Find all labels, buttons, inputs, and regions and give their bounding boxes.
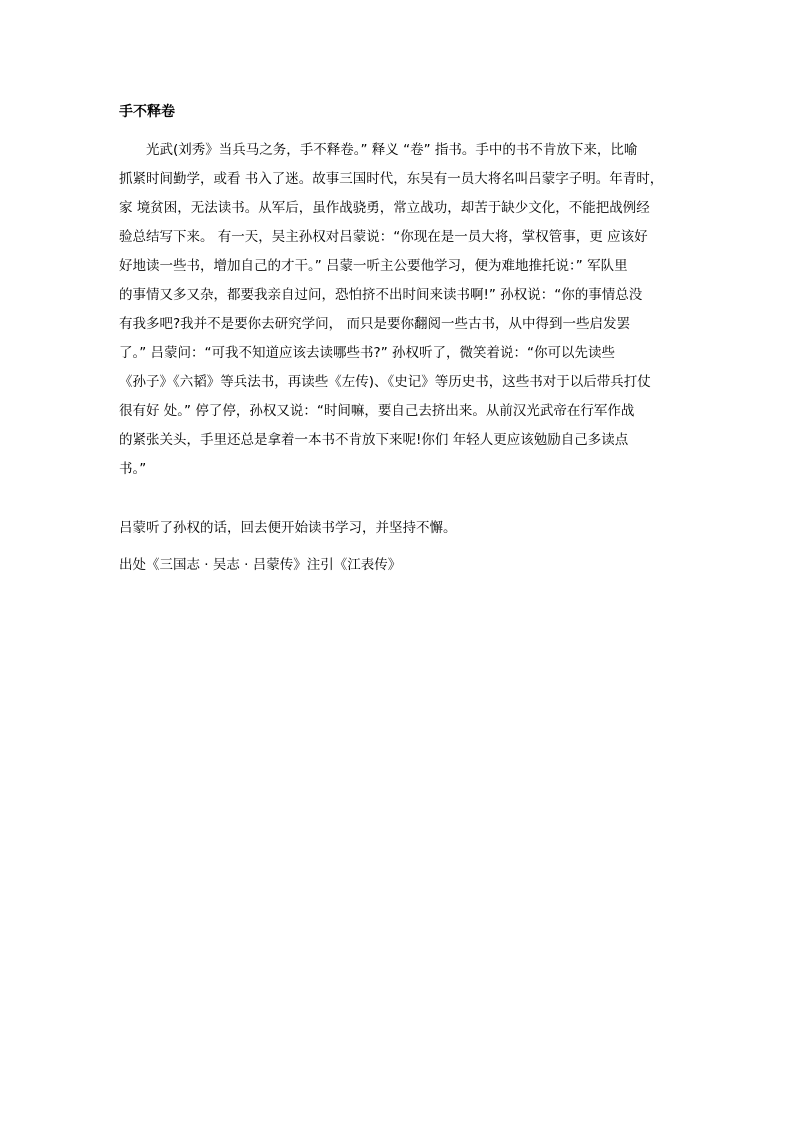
paragraph-line: 好地读一些书，增加自己的才干。” 吕蒙一听主公要他学习，便为难地推托说：” 军队里 bbox=[119, 258, 628, 274]
paragraph-line: 的事情又多又杂，都要我亲自过问，恐怕挤不出时间来读书啊!” 孙权说：“你的事情总没 bbox=[119, 287, 643, 303]
paragraph-line: 光武(刘秀》当兵马之务，手不释卷。” 释义 “卷” 指书。手中的书不肯放下来，比喻 bbox=[146, 142, 638, 158]
conclusion-text: 吕蒙听了孙权的话，回去便开始读书学习，并坚持不懈。 bbox=[119, 520, 457, 536]
paragraph-line: 的紧张关头，手里还总是拿着一本书不肯放下来呢!你们 年轻人更应该勉励自己多读点 bbox=[119, 432, 629, 448]
paragraph-line: 了。” 吕蒙问：“可我不知道应该去读哪些书?” 孙权听了，微笑着说：“你可以先读些 bbox=[119, 345, 615, 361]
paragraph-line: 有我多吧?我并不是要你去研究学问， 而只是要你翻阅一些古书，从中得到一些启发罢 bbox=[119, 316, 630, 332]
paragraph-line: 验总结写下来。 有一天，吴主孙权对吕蒙说：“你现在是一员大将，掌权管事，更 应该好 bbox=[119, 229, 648, 245]
paragraph-line: 《孙子》《六韬》等兵法书，再读些《左传)、《史记》等历史书，这些书对于以后带兵打仗 bbox=[119, 374, 651, 390]
paragraph-line: 抓紧时间勤学，或看 书入了迷。故事三国时代，东吴有一员大将名叫吕蒙字子明。年青时， bbox=[119, 171, 664, 187]
paragraph-line: 书。” bbox=[119, 461, 147, 477]
paragraph-line: 很有好 处。” 停了停，孙权又说：“时间嘛，要自己去挤出来。从前汉光武帝在行军作战 bbox=[119, 403, 635, 419]
source-citation: 出处《三国志 · 吴志 · 吕蒙传》注引《江表传》 bbox=[119, 557, 402, 573]
story-paragraph bbox=[119, 140, 679, 488]
paragraph-line: 家 境贫困，无法读书。从军后，虽作战骁勇，常立战功，却苦于缺少文化，不能把战例经 bbox=[119, 200, 650, 216]
document-title: 手不释卷 bbox=[119, 104, 175, 120]
